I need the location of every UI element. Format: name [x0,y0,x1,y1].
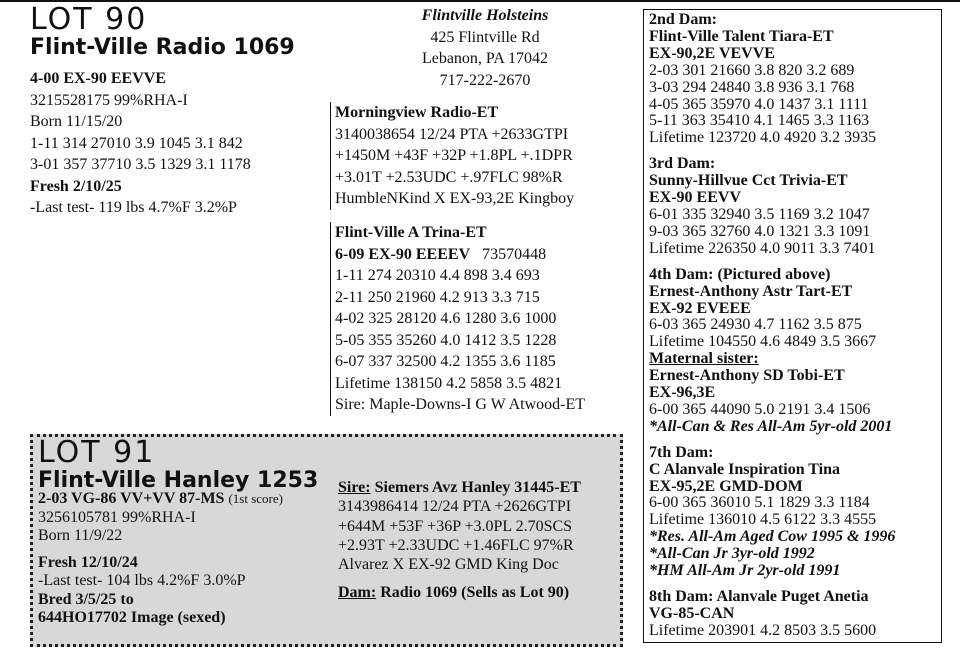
lot91-sire-line: Alvarez X EX-92 GMD King Doc [338,556,559,574]
lot91-dam-text: Radio 1069 (Sells as Lot 90) [380,584,570,601]
pedigree-heading: 8th Dam: Alanvale Puget Anetia [649,588,869,605]
lot91-sire-line: 3143986414 12/24 PTA +2626GTPI [338,498,572,516]
pedigree-dam-name: Sunny-Hillvue Cct Trivia-ET [649,172,848,190]
lot91-dam-line [338,582,569,604]
lot91-bred-to: 644HO17702 Image (sexed) [38,609,226,626]
lot90-dam-record: 1-11 274 20310 4.4 898 3.4 693 [335,267,540,284]
lot91-sire [338,478,581,574]
lot90-fresh: Fresh 2/10/25 [30,177,122,195]
pedigree-3rd-dam [649,156,895,257]
lot90-dam-name: Flint-Ville A Trina-ET [335,224,487,241]
pedigree-record: 3-03 294 24840 3.8 936 3.1 768 [649,78,855,96]
lot90-sire-line: +3.01T +2.53UDC +.97FLC 98%R [335,168,563,186]
lot91-header [38,435,319,494]
pedigree-note: *Res. All-Am Aged Cow 1995 & 1996 [649,528,896,546]
pedigree-record: 5-11 363 35410 4.1 1465 3.3 1163 [649,112,870,130]
lot91-sire-name: Siemers Avz Hanley 31445-ET [374,479,581,496]
lot90-animal-name: Flint-Ville Radio 1069 [30,35,295,60]
pedigree-sister-note: *All-Can & Res All-Am 5yr-old 2001 [649,417,893,435]
farm-header [390,5,580,91]
lot91-dam [338,582,569,604]
pedigree-dam-class: EX-95,2E GMD-DOM [649,477,803,495]
lot90-dam-record: 2-11 250 21960 4.2 913 3.3 715 [335,288,540,306]
pedigree-note: *HM All-Am Jr 2yr-old 1991 [649,562,841,580]
lot91-spacer [38,546,283,554]
lot91-id-line: 3256105781 99%RHA-I [38,508,196,526]
pedigree-2nd-dam [649,12,895,147]
pedigree-record: 2-03 301 21660 3.8 820 3.2 689 [649,61,855,79]
lot90-record-1: 3-01 357 37710 3.5 1329 3.1 1178 [30,156,251,173]
pedigree-heading: 4th Dam: (Pictured above) [649,265,831,283]
pedigree-record: 4-05 365 35970 4.0 1437 3.1 1111 [649,95,869,113]
lot91-animal-name: Flint-Ville Hanley 1253 [38,468,319,493]
lot91-class-text: 2-03 VG-86 VV+VV 87-MS [38,490,225,507]
pedigree-lifetime: Lifetime 123720 4.0 4920 3.2 3935 [649,129,877,147]
pedigree-content [649,12,895,640]
lot90-sire [330,102,574,210]
pedigree-note: *All-Can Jr 3yr-old 1992 [649,545,815,563]
pedigree-record: 6-03 365 24930 4.7 1162 3.5 875 [649,316,862,334]
pedigree-8th-dam [649,589,895,640]
farm-city: Lebanon, PA 17042 [421,50,549,67]
pedigree-lifetime: Lifetime 104550 4.6 4849 3.5 3667 [649,333,877,351]
pedigree-dam-name: Flint-Ville Talent Tiara-ET [649,27,834,45]
pedigree-4th-dam [649,267,895,436]
lot90-dam-record: 4-02 325 28120 4.6 1280 3.6 1000 [335,310,557,327]
lot90-title: LOT 90 [30,2,148,37]
lot91-bred: Bred 3/5/25 to [38,590,134,608]
lot91-fresh: Fresh 12/10/24 [38,553,138,571]
pedigree-heading: 2nd Dam: [649,11,718,28]
lot90-born: Born 11/15/20 [30,113,123,130]
lot90-dam-sire: Sire: Maple-Downs-I G W Atwood-ET [335,396,586,413]
lot90-dam [330,222,585,416]
lot90-dam-class [335,244,585,266]
lot91-last-test: -Last test- 104 lbs 4.2%F 3.0%P [38,572,246,589]
lot91-sire-line: +644M +53F +36P +3.0PL 2.70SCS [338,517,573,535]
lot90-dam-record: 5-05 355 35260 4.0 1412 3.5 1228 [335,331,557,349]
lot90-sire-line: 3140038654 12/24 PTA +2633GTPI [335,125,569,143]
lot90-class-line: 4-00 EX-90 EEVVE [30,70,167,87]
lot91-sire-name-line [338,478,581,497]
pedigree-record: 6-00 365 36010 5.1 1829 3.3 1184 [649,494,870,512]
pedigree-dam-class: EX-90,2E VEVVE [649,44,775,62]
farm-name: Flintville Holsteins [421,7,549,24]
lot90-header [30,2,295,61]
lot90-id-line: 3215528175 99%RHA-I [30,91,188,109]
pedigree-lifetime: Lifetime 226350 4.0 9011 3.3 7401 [649,239,876,257]
pedigree-record: 6-01 335 32940 3.5 1169 3.2 1047 [649,205,870,223]
pedigree-sister-record: 6-00 365 44090 5.0 2191 3.4 1506 [649,400,871,418]
pedigree-record: 9-03 365 32760 4.0 1321 3.3 1091 [649,222,871,240]
lot90-details [30,68,251,219]
pedigree-sister-class: EX-96,3E [649,384,716,402]
pedigree-sister-heading: Maternal sister: [649,350,759,368]
farm-phone: 717-222-2670 [439,71,531,89]
lot91-class-note: (1st score) [228,491,283,506]
lot91-title: LOT 91 [38,435,156,470]
pedigree-dam-class: VG-85-CAN [649,604,735,622]
lot90-last-test: -Last test- 119 lbs 4.7%F 3.2%P [30,199,237,216]
pedigree-dam-name: C Alanvale Inspiration Tina [649,460,841,478]
lot91-born: Born 11/9/22 [38,527,123,544]
lot90-dam-class-text: 6-09 EX-90 EEEEV [335,245,471,263]
lot90-sire-line: HumbleNKind X EX-93,2E Kingboy [335,190,575,207]
lot90-dam-lifetime: Lifetime 138150 4.2 5858 3.5 4821 [335,374,563,392]
lot91-details [38,490,283,628]
lot90-sire-name: Morningview Radio-ET [335,104,499,121]
pedigree-sister-name: Ernest-Anthony SD Tobi-ET [649,367,845,385]
pedigree-dam-name: Ernest-Anthony Astr Tart-ET [649,282,853,300]
lot91-dam-label: Dam: [338,584,377,601]
lot91-class-line [38,490,283,509]
lot91-sire-line: +2.93T +2.33UDC +1.46FLC 97%R [338,536,574,554]
pedigree-dam-class: EX-92 EVEEE [649,299,751,317]
pedigree-7th-dam [649,445,895,580]
pedigree-heading: 7th Dam: [649,443,714,461]
pedigree-lifetime: Lifetime 203901 4.2 8503 3.5 5600 [649,621,877,639]
lot90-record-0: 1-11 314 27010 3.9 1045 3.1 842 [30,134,243,152]
pedigree-heading: 3rd Dam: [649,155,716,173]
pedigree-lifetime: Lifetime 136010 4.5 6122 3.3 4555 [649,511,877,529]
pedigree-dam-class: EX-90 EEVV [649,189,742,207]
farm-address: 425 Flintville Rd [430,28,540,46]
lot90-sire-line: +1450M +43F +32P +1.8PL +.1DPR [335,147,573,164]
lot90-dam-record: 6-07 337 32500 4.2 1355 3.6 1185 [335,353,556,370]
lot90-dam-reg: 73570448 [482,245,547,263]
lot91-sire-label: Sire: [338,479,371,496]
